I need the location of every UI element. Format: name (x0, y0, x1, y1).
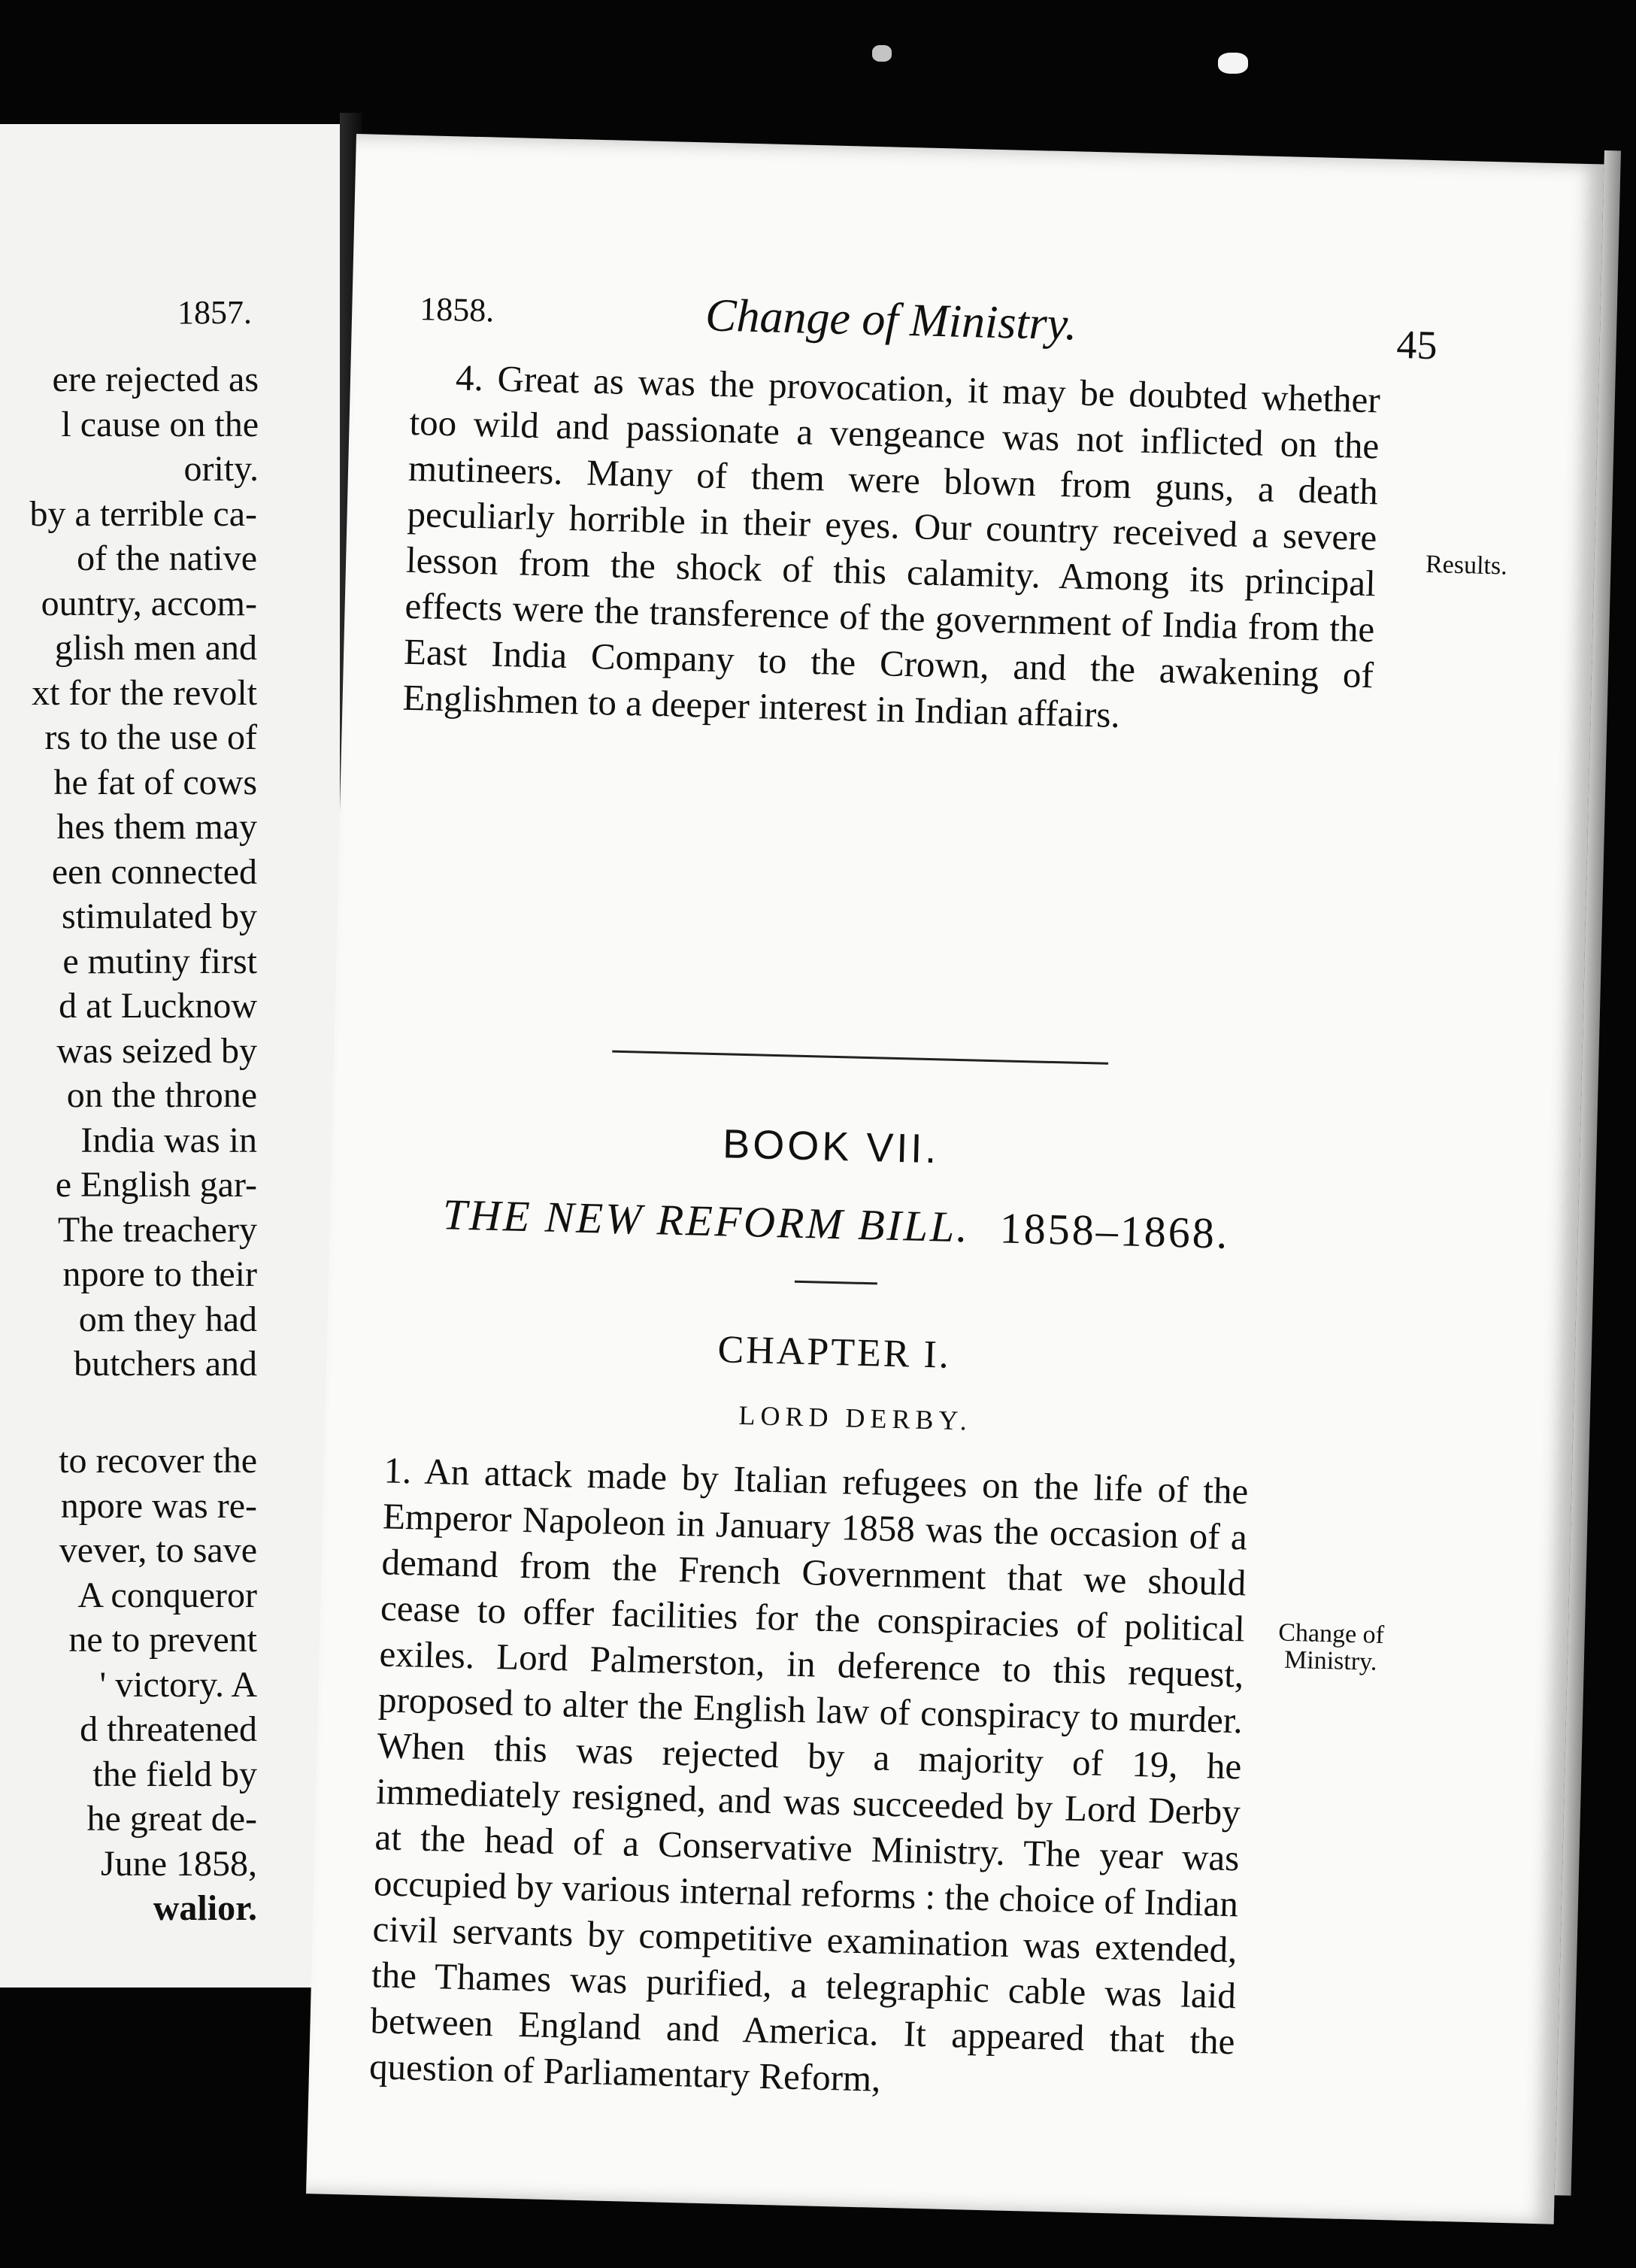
page-number: 45 (1395, 321, 1438, 368)
paragraph-4-text: 4. Great as was the provocation, it may be doubted whether too wild and passionate a vengeance was not inflicted on the mutineers. Many of them were blown from guns, a death peculiarly horrible in their eyes. Our country received a severe lesson from the shock of this calamity. Among its principal effects were the transference of the government of India from the East India Company to the Crown, and the awakening of Englishmen to a deeper interest in Indian affairs. (402, 356, 1381, 736)
chapter-heading: CHAPTER I. (717, 1328, 952, 1377)
book-heading: BOOK VII. (722, 1121, 941, 1172)
left-page-line: ority. (183, 449, 259, 489)
paragraph-1-text: 1. An attack made by Italian refugees on the life of the Emperor Napoleon in January 1858 was the occasion of a demand from the French Government that we should cease to offer facilities for the conspiracies of political exiles. Lord Palmerston, in deference to this request, proposed to alter the English law of conspiracy to murder. When this was rejected by a majority of 19, he immediately resigned, and was succeeded by Lord Derby at the head of a Conservative Ministry. The year was occupied by various internal reforms : the choice of Indian civil servants by competitive examination was extended, the Thames was purified, a telegraphic cable was laid between England and America. It appeared that the question of Parliamentary Reform, (368, 1449, 1249, 2100)
left-page-line: npore was re- (60, 1485, 257, 1526)
short-divider (795, 1281, 877, 1285)
left-page-line: ne to prevent (68, 1620, 257, 1660)
chapter-subheading: LORD DERBY. (738, 1399, 973, 1436)
left-page-line: een connected (51, 851, 257, 892)
left-page-line: by a terrible ca- (29, 493, 257, 534)
left-page-line: stimulated by (62, 896, 257, 936)
previous-page (0, 124, 340, 1988)
left-page-line: to recover the (59, 1441, 257, 1481)
left-page-line: om they had (78, 1299, 257, 1339)
left-page-line: ere rejected as (52, 359, 259, 399)
left-page-line: India was in (80, 1120, 257, 1160)
left-page-line: The treachery (57, 1209, 257, 1250)
left-page-line: he fat of cows (53, 762, 257, 802)
left-page-line: npore to their (62, 1254, 257, 1294)
book-title (442, 1189, 1230, 1259)
left-page-line: butchers and (74, 1344, 257, 1384)
left-page-line: glish men and (54, 628, 257, 668)
margin-note-change-of-ministry: Change of Ministry. (1277, 1618, 1385, 1676)
running-head-title: Change of Ministry. (704, 290, 1078, 350)
paragraph-1 (368, 1447, 1249, 2110)
scan-speck (872, 45, 892, 62)
left-page-line: was seized by (56, 1030, 257, 1071)
scan-speck (1218, 53, 1248, 74)
left-page-year: 1857. (177, 294, 252, 331)
left-page-line: the field by (92, 1754, 257, 1794)
left-page-line: xt for the revolt (32, 672, 257, 713)
running-head-year: 1858. (419, 290, 495, 329)
left-page-line: e English gar- (55, 1165, 257, 1205)
left-page-line (0, 1387, 257, 1432)
book-title-text: THE NEW REFORM BILL. (442, 1190, 971, 1252)
paragraph-4 (402, 353, 1381, 744)
left-page-line: walior. (153, 1888, 257, 1928)
left-page-line: he great de- (86, 1799, 257, 1839)
margin-note-results: Results. (1425, 550, 1508, 581)
section-divider (612, 1051, 1108, 1065)
left-page-line: June 1858, (101, 1843, 257, 1884)
left-page-line: ' victory. A (99, 1664, 257, 1705)
book-years: 1858–1868. (999, 1203, 1231, 1258)
left-page-line: e mutiny first (62, 941, 257, 981)
left-page-line: d at Lucknow (59, 986, 257, 1026)
left-page-line: hes them may (56, 807, 257, 847)
left-page-line: on the throne (66, 1075, 257, 1115)
left-page-line: d threatened (80, 1709, 257, 1749)
left-page-line: A conqueror (77, 1575, 257, 1615)
left-page-line: rs to the use of (44, 717, 257, 757)
left-page-line: l cause on the (61, 404, 259, 444)
left-page-line: vever, to save (59, 1530, 257, 1570)
current-page (306, 134, 1604, 2224)
left-page-line: ountry, accom- (41, 583, 257, 623)
left-page-line: of the native (77, 538, 257, 578)
